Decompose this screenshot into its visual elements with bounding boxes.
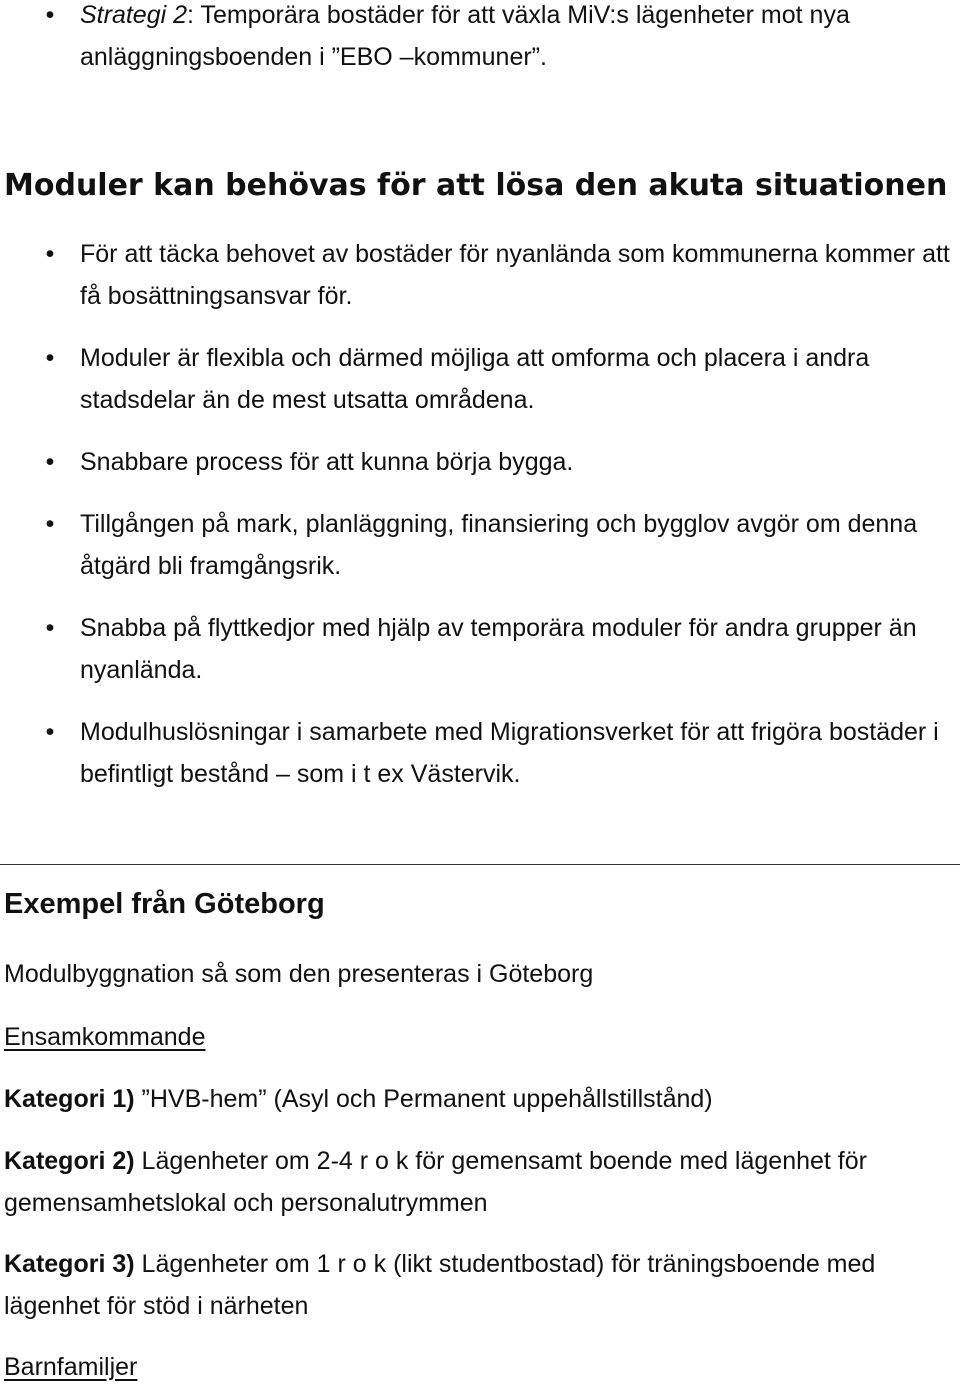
bullet-list	[0, 233, 960, 795]
list-item	[0, 0, 960, 78]
category-label: Kategori 3)	[4, 1250, 135, 1278]
bullet-text: Snabba på flyttkedjor med hjälp av temporära moduler för andra grupper än nyanlända.	[80, 614, 917, 684]
bullet-icon: •	[45, 448, 55, 476]
bullet-text: Tillgången på mark, planläggning, finansiering och bygglov avgör om denna åtgärd bli framgångsrik.	[80, 510, 918, 580]
bullet-icon: •	[45, 718, 55, 746]
bullet-icon: •	[45, 240, 55, 268]
bullet-icon: •	[45, 1, 55, 29]
top-bullet-list	[0, 0, 960, 78]
bullet-text: Snabbare process för att kunna börja bygga.	[80, 448, 574, 476]
strategy-text: : Temporära bostäder för att växla MiV:s lägenheter mot nya anläggningsboenden i ”EBO –kommuner”.	[80, 1, 850, 71]
subheading-text: Barnfamiljer	[4, 1353, 138, 1381]
category-text: Lägenheter om 1 r o k (likt studentbostad) för träningsboende med lägenhet för stöd i närheten	[4, 1250, 876, 1320]
list-item	[0, 607, 960, 691]
strategy-label: Strategi 2	[80, 1, 188, 29]
list-item	[0, 233, 960, 317]
section-heading: Exempel från Göteborg	[4, 888, 325, 920]
category-text: ”HVB-hem” (Asyl och Permanent uppehållstillstånd)	[134, 1085, 713, 1113]
category-label: Kategori 1)	[4, 1085, 135, 1113]
bullet-text: För att täcka behovet av bostäder för nyanlända som kommunerna kommer att få bosättningsansvar för.	[80, 240, 950, 310]
list-item	[0, 503, 960, 587]
list-item	[0, 337, 960, 421]
list-item	[0, 441, 960, 483]
category-text: Lägenheter om 2-4 r o k för gemensamt boende med lägenhet för gemensamhetslokal och personalutrymmen	[4, 1147, 867, 1217]
bullet-icon: •	[45, 614, 55, 642]
bullet-icon: •	[45, 344, 55, 372]
bullet-text: Modulhuslösningar i samarbete med Migrationsverket för att frigöra bostäder i befintligt bestånd – som i t ex Västervik.	[80, 718, 939, 788]
category-label: Kategori 2)	[4, 1147, 135, 1175]
section-heading: Moduler kan behövas för att lösa den akuta situationen	[4, 168, 948, 203]
bullet-text: Moduler är flexibla och därmed möjliga att omforma och placera i andra stadsdelar än de mest utsatta områdena.	[80, 344, 870, 414]
category-item	[4, 1243, 954, 1327]
category-item	[4, 1078, 954, 1120]
category-item	[4, 1140, 954, 1224]
subheading-ensamkommande	[4, 1016, 954, 1058]
subheading-text: Ensamkommande	[4, 1023, 206, 1051]
bullet-icon: •	[45, 510, 55, 538]
divider	[0, 864, 960, 865]
intro-text: Modulbyggnation så som den presenteras i Göteborg	[4, 960, 594, 988]
subheading-barnfamiljer	[4, 1346, 954, 1388]
list-item	[0, 711, 960, 795]
